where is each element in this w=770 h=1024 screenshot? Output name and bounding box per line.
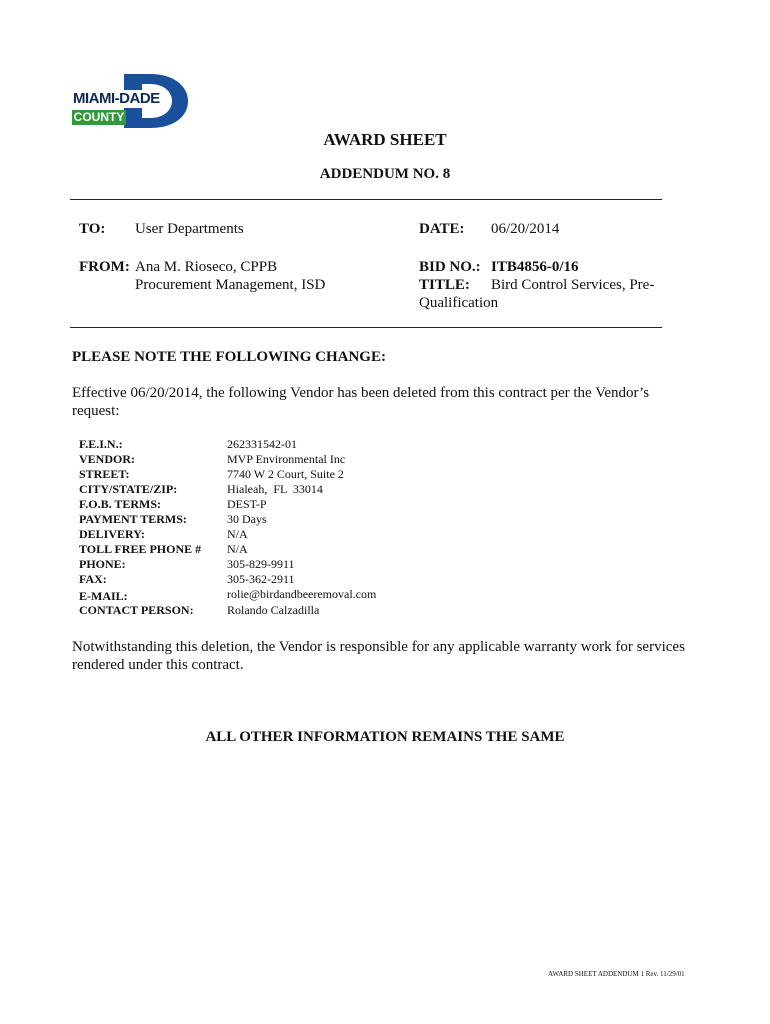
email-label: E-MAIL: <box>79 589 128 603</box>
closing-text-line2: rendered under this contract. <box>72 657 244 673</box>
contact-person-value: Rolando Calzadilla <box>227 603 320 617</box>
closing-text-line1: Notwithstanding this deletion, the Vendor is responsible for any applicable warranty work for services <box>72 639 685 655</box>
title-value-line1: Bird Control Services, Pre- <box>491 277 655 293</box>
phone-value: 305-829-9911 <box>227 557 295 571</box>
top-divider <box>70 199 662 200</box>
to-label: TO: <box>79 221 106 237</box>
contact-person-label: CONTACT PERSON: <box>79 603 194 617</box>
title-label: TITLE: <box>419 277 470 293</box>
fein-value: 262331542-01 <box>227 437 297 451</box>
street-label: STREET: <box>79 467 130 481</box>
date-value: 06/20/2014 <box>491 221 560 237</box>
title-value-line2: Qualification <box>419 295 499 311</box>
from-value-line1: Ana M. Rioseco, CPPB <box>135 259 278 275</box>
bottom-divider <box>70 327 662 328</box>
fax-value: 305-362-2911 <box>227 572 295 586</box>
email-value: rolie@birdandbeeremoval.com <box>227 587 377 601</box>
notice-text-line2: request: <box>72 403 120 419</box>
page-title: AWARD SHEET <box>323 130 447 149</box>
logo-bottom-text: COUNTY <box>73 110 125 124</box>
remains-same-notice: ALL OTHER INFORMATION REMAINS THE SAME <box>205 729 565 745</box>
change-heading: PLEASE NOTE THE FOLLOWING CHANGE: <box>72 349 386 365</box>
delivery-label: DELIVERY: <box>79 527 145 541</box>
payment-terms-value: 30 Days <box>227 512 267 526</box>
city-state-zip-value: Hialeah, FL 33014 <box>227 482 323 496</box>
fob-terms-value: DEST-P <box>227 497 267 511</box>
bid-number-label: BID NO.: <box>419 259 481 275</box>
payment-terms-label: PAYMENT TERMS: <box>79 512 187 526</box>
vendor-value: MVP Environmental Inc <box>227 452 346 466</box>
notice-text-line1: Effective 06/20/2014, the following Vendor has been deleted from this contract per the Vendor’s <box>72 385 650 401</box>
form-revision-footer: AWARD SHEET ADDENDUM 1 Rev. 11/29/01 <box>548 970 685 978</box>
from-value-line2: Procurement Management, ISD <box>135 277 326 293</box>
fein-label: F.E.I.N.: <box>79 437 123 451</box>
from-label: FROM: <box>79 259 130 275</box>
fax-label: FAX: <box>79 572 107 586</box>
toll-free-phone-label: TOLL FREE PHONE # <box>79 542 202 556</box>
city-state-zip-label: CITY/STATE/ZIP: <box>79 482 178 496</box>
delivery-value: N/A <box>227 527 248 541</box>
to-value: User Departments <box>135 221 244 237</box>
fob-terms-label: F.O.B. TERMS: <box>79 497 162 511</box>
street-value: 7740 W 2 Court, Suite 2 <box>227 467 344 481</box>
date-label: DATE: <box>419 221 465 237</box>
logo-top-text: MIAMI-DADE <box>70 90 163 108</box>
miami-dade-county-logo <box>70 72 192 130</box>
vendor-label: VENDOR: <box>79 452 135 466</box>
bid-number-value: ITB4856-0/16 <box>491 259 579 275</box>
toll-free-phone-value: N/A <box>227 542 248 556</box>
phone-label: PHONE: <box>79 557 126 571</box>
addendum-number: ADDENDUM NO. 8 <box>319 166 451 182</box>
